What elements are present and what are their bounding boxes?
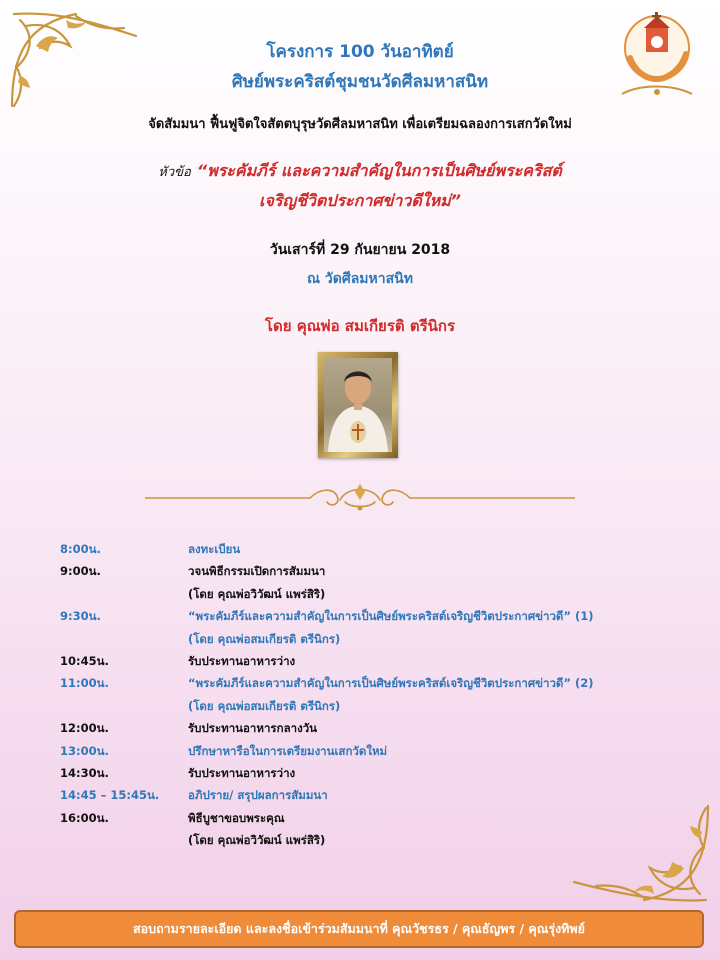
project-title: โครงการ 100 วันอาทิตย์ — [266, 42, 454, 62]
topic-line-2: เจริญชีวิตประกาศข่าวดีใหม่” — [259, 191, 461, 210]
schedule-row — [60, 560, 660, 582]
schedule-time: 10:45น. — [60, 653, 109, 668]
schedule-description: (โดย คุณพ่อวิวัฒน์ แพร่สิริ) — [188, 833, 326, 848]
schedule-row — [60, 628, 660, 650]
schedule-time: 13:00น. — [60, 743, 109, 758]
schedule-time: 14:30น. — [60, 765, 109, 780]
schedule-description: วจนพิธีกรรมเปิดการสัมมนา — [188, 564, 326, 579]
contact-footer-banner: สอบถามรายละเอียด และลงชื่อเข้าร่วมสัมมนาที่ คุณวัชรธร / คุณธัญพร / คุณรุ่งทิพย์ — [14, 910, 704, 948]
schedule-description: อภิปราย/ สรุปผลการสัมมนา — [188, 788, 328, 803]
seminar-subtitle: จัดสัมมนา ฟื้นฟูจิตใจสัตตบุรุษวัดศีลมหาสนิท เพื่อเตรียมฉลองการเสกวัดใหม่ — [148, 117, 572, 132]
schedule-description: ปรึกษาหารือในการเตรียมงานเสกวัดใหม่ — [188, 743, 388, 758]
schedule-time: 8:00น. — [60, 542, 101, 556]
schedule-description: รับประทานอาหารว่าง — [188, 765, 296, 780]
schedule-description: (โดย คุณพ่อสมเกียรติ ตรีนิกร) — [188, 631, 341, 646]
portrait-photo — [324, 358, 392, 452]
schedule-description: “พระคัมภีร์และความสำคัญในการเป็นศิษย์พระคริสต์เจริญชีวิตประกาศข่าวดี” (1) — [188, 609, 594, 624]
schedule-row — [60, 650, 660, 672]
community-title: ศิษย์พระคริสต์ชุมชนวัดศีลมหาสนิท — [231, 72, 489, 92]
event-venue: ณ วัดศีลมหาสนิท — [307, 271, 413, 287]
schedule-description: ลงทะเบียน — [188, 542, 241, 556]
schedule-row — [60, 762, 660, 784]
schedule-time: 9:00น. — [60, 564, 101, 579]
topic-line-1 — [0, 159, 720, 184]
event-speaker: โดย คุณพ่อ สมเกียรติ ตรีนิกร — [264, 317, 456, 335]
ornamental-divider — [145, 478, 575, 518]
schedule-row — [60, 583, 660, 605]
schedule-time: 11:00น. — [60, 676, 109, 691]
schedule-description: (โดย คุณพ่อสมเกียรติ ตรีนิกร) — [188, 698, 341, 713]
schedule-row — [60, 740, 660, 762]
schedule-row — [60, 672, 660, 694]
schedule-row — [60, 605, 660, 627]
schedule-description: (โดย คุณพ่อวิวัฒน์ แพร่สิริ) — [188, 586, 326, 601]
gold-flourish-icon — [564, 798, 714, 908]
schedule-time: 9:30น. — [60, 609, 101, 624]
schedule-row — [60, 538, 660, 560]
schedule-time: 14:45 – 15:45น. — [60, 788, 160, 803]
schedule-row — [60, 695, 660, 717]
schedule-time: 16:00น. — [60, 810, 109, 825]
schedule-description: พิธีบูชาขอบพระคุณ — [188, 810, 285, 825]
schedule-description: “พระคัมภีร์และความสำคัญในการเป็นศิษย์พระคริสต์เจริญชีวิตประกาศข่าวดี” (2) — [188, 676, 594, 691]
speaker-portrait — [318, 352, 398, 458]
topic-prefix: หัวข้อ — [158, 165, 191, 180]
event-date: วันเสาร์ที่ 29 กันยายน 2018 — [269, 242, 451, 258]
schedule-time: 12:00น. — [60, 721, 109, 736]
schedule-description: รับประทานอาหารว่าง — [188, 653, 296, 668]
topic-text-1: “พระคัมภีร์ และความสำคัญในการเป็นศิษย์พระคริสต์ — [196, 161, 562, 180]
schedule-row — [60, 717, 660, 739]
schedule-description: รับประทานอาหารกลางวัน — [188, 721, 318, 736]
